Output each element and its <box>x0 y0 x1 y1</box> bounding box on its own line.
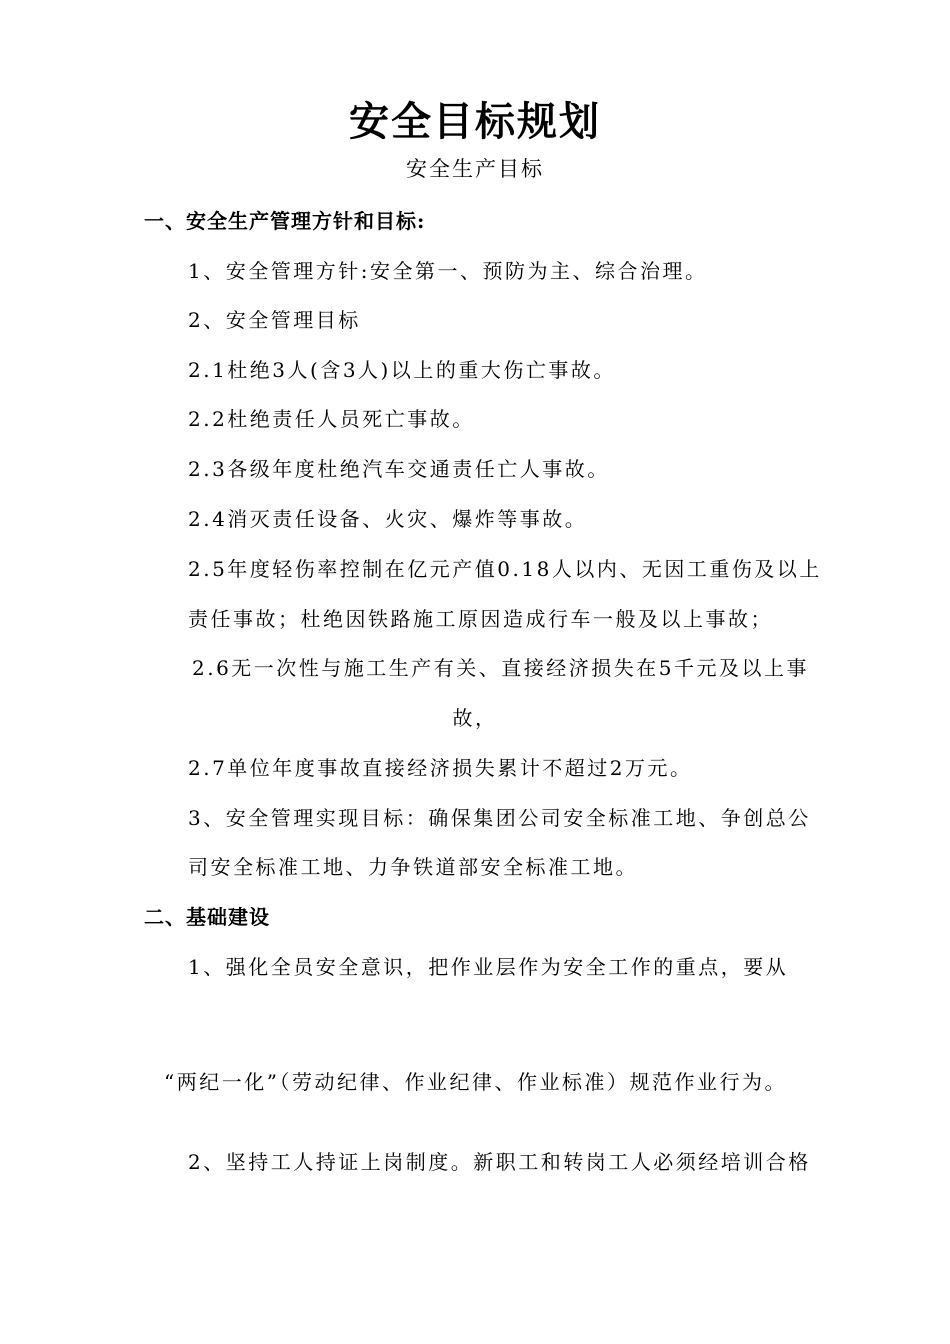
paragraph-line: 2.6无一次性与施工生产有关、直接经济损失在5千元及以上事 <box>192 656 810 680</box>
paragraph-line: 3、安全管理实现目标：确保集团公司安全标准工地、争创总公 <box>188 806 811 830</box>
paragraph-line: 2.5年度轻伤率控制在亿元产值0.18人以内、无因工重伤及以上 <box>188 557 822 581</box>
paragraph-line: 1、强化全员安全意识，把作业层作为安全工作的重点，要从 <box>188 955 789 979</box>
paragraph-line: 2.4消灭责任设备、火灾、爆炸等事故。 <box>188 507 588 531</box>
document-subtitle: 安全生产目标 <box>406 157 544 181</box>
document-title: 安全目标规划 <box>349 98 601 145</box>
paragraph-line: 2.7单位年度事故直接经济损失累计不超过2万元。 <box>188 756 693 780</box>
paragraph-line: 司安全标准工地、力争铁道部安全标准工地。 <box>188 855 638 879</box>
paragraph-line: 2.3各级年度杜绝汽车交通责任亡人事故。 <box>188 457 610 481</box>
paragraph-line: “两纪一化”（劳动纪律、作业纪律、作业标准）规范作业行为。 <box>164 1070 787 1094</box>
paragraph-line: 2.1杜绝3人(含3人)以上的重大伤亡事故。 <box>188 358 616 382</box>
paragraph-line: 2.2杜绝责任人员死亡事故。 <box>188 407 475 431</box>
section1-heading: 一、安全生产管理方针和目标: <box>144 209 426 233</box>
paragraph-line: 故， <box>452 706 498 730</box>
paragraph-line: 责任事故；杜绝因铁路施工原因造成行车一般及以上事故； <box>188 607 773 631</box>
paragraph-line: 1、安全管理方针:安全第一、预防为主、综合治理。 <box>188 259 708 283</box>
paragraph-line: 2、安全管理目标 <box>188 308 361 332</box>
paragraph-line: 2、坚持工人持证上岗制度。新职工和转岗工人必须经培训合格 <box>188 1150 811 1174</box>
section2-heading: 二、基础建设 <box>144 905 270 929</box>
